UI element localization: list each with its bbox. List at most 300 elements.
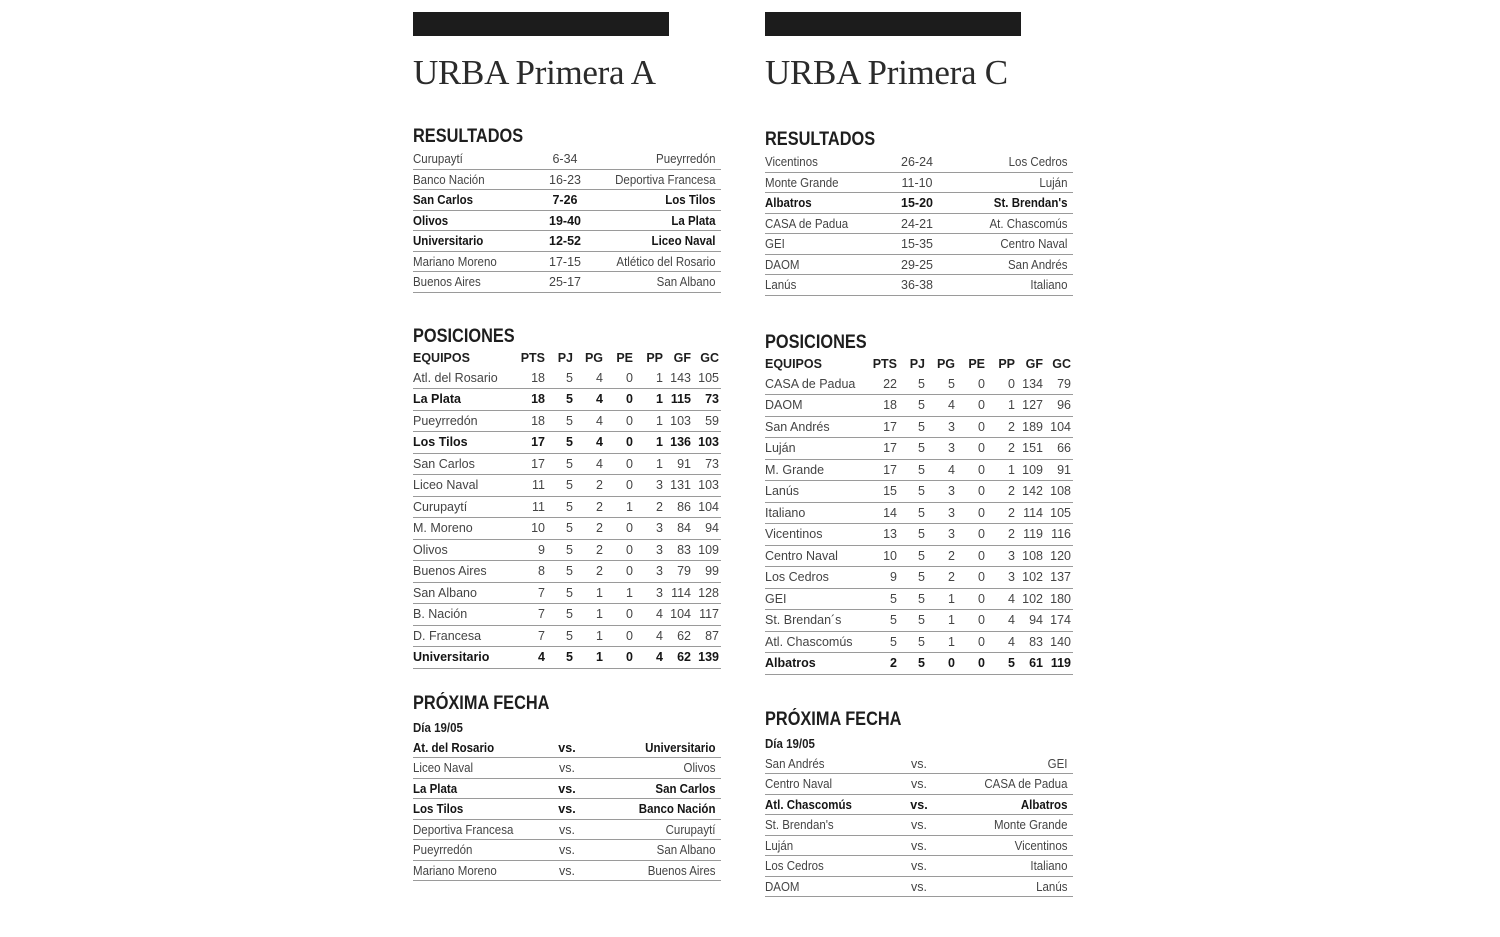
team-name: Los Tilos [413, 432, 517, 454]
column-header-pj: PJ [557, 350, 573, 365]
stat-pg: 3 [927, 502, 957, 524]
column-header-equipos: EQUIPOS [413, 350, 470, 365]
standings-row [765, 610, 1073, 632]
stat-pp: 2 [635, 496, 665, 518]
standings-header-row [765, 354, 1073, 374]
stat-pp: 0 [987, 374, 1017, 395]
stat-gc: 104 [1045, 416, 1073, 438]
fixture-row [413, 861, 721, 882]
standings-table [413, 348, 721, 669]
result-row [413, 211, 721, 232]
team-name: Pueyrredón [413, 410, 517, 432]
column-header-pe: PE [616, 350, 633, 365]
stat-gf: 115 [665, 389, 693, 411]
stat-gf: 119 [1017, 524, 1045, 546]
stat-pp: 4 [987, 610, 1017, 632]
stat-gc: 103 [693, 475, 721, 497]
stat-gf: 114 [665, 582, 693, 604]
stat-pg: 4 [575, 432, 605, 454]
team-name: Centro Naval [765, 545, 869, 567]
match-score: 6-34 [552, 152, 578, 167]
stat-pe: 0 [957, 416, 987, 438]
stat-pts: 8 [517, 561, 547, 583]
stat-gc: 116 [1045, 524, 1073, 546]
stat-pj: 5 [899, 438, 927, 460]
stat-pp: 1 [635, 368, 665, 389]
match-score: 25-17 [549, 275, 581, 290]
stat-pj: 5 [547, 368, 575, 389]
home-team: San Carlos [413, 193, 474, 208]
away-team: Albatros [1020, 797, 1068, 812]
team-name: Lanús [765, 481, 869, 503]
home-team: Buenos Aires [413, 275, 481, 290]
column-header-pe: PE [968, 356, 985, 371]
column-header-gc: GC [1052, 356, 1071, 371]
results-list [413, 149, 721, 293]
stat-pe: 0 [957, 459, 987, 481]
home-team: At. del Rosario [413, 740, 495, 755]
standings-row [413, 539, 721, 561]
home-team: San Andrés [765, 756, 825, 771]
stat-pj: 5 [899, 631, 927, 653]
stat-pts: 17 [869, 459, 899, 481]
versus-label: vs. [558, 740, 576, 755]
stat-pe: 0 [605, 539, 635, 561]
stat-pj: 5 [899, 653, 927, 675]
column-header-pg: PG [584, 350, 603, 365]
stat-gf: 61 [1017, 653, 1045, 675]
standings-row [413, 625, 721, 647]
stat-gc: 117 [693, 604, 721, 626]
stat-pg: 1 [927, 588, 957, 610]
fixture-row [413, 799, 721, 820]
stat-pj: 5 [547, 475, 575, 497]
stat-pe: 0 [957, 588, 987, 610]
stat-gf: 94 [1017, 610, 1045, 632]
stat-pe: 0 [605, 432, 635, 454]
standings-row [413, 389, 721, 411]
result-row [413, 231, 721, 252]
stat-pp: 3 [635, 561, 665, 583]
team-name: B. Nación [413, 604, 517, 626]
stat-pg: 4 [575, 368, 605, 389]
result-row [413, 190, 721, 211]
stat-pp: 1 [635, 389, 665, 411]
stat-gf: 86 [665, 496, 693, 518]
stat-pj: 5 [547, 410, 575, 432]
fixture-row [413, 840, 721, 861]
match-score: 15-35 [901, 237, 933, 252]
fixture-row [413, 820, 721, 841]
column-header-pp: PP [998, 356, 1015, 371]
stat-pp: 2 [987, 438, 1017, 460]
away-team: Liceo Naval [651, 234, 716, 249]
stat-pj: 5 [547, 432, 575, 454]
stat-pts: 5 [869, 610, 899, 632]
stat-pts: 18 [517, 410, 547, 432]
away-team: Deportiva Francesa [615, 172, 716, 187]
versus-label: vs. [558, 802, 576, 817]
stat-pe: 1 [605, 582, 635, 604]
team-name: San Andrés [765, 416, 869, 438]
stat-gc: 174 [1045, 610, 1073, 632]
standings-row [413, 410, 721, 432]
versus-label: vs. [559, 863, 575, 878]
versus-label: vs. [911, 859, 927, 874]
home-team: La Plata [413, 781, 458, 796]
stat-pe: 0 [957, 524, 987, 546]
stat-pts: 7 [517, 625, 547, 647]
away-team: At. Chascomús [989, 216, 1068, 231]
stat-pg: 4 [575, 389, 605, 411]
stat-gc: 128 [693, 582, 721, 604]
stat-pj: 5 [547, 561, 575, 583]
stat-gc: 105 [693, 368, 721, 389]
stat-gc: 119 [1045, 653, 1073, 675]
column-header-pp: PP [646, 350, 663, 365]
league-title: URBA Primera A [413, 53, 656, 92]
stat-pe: 0 [957, 545, 987, 567]
stat-gc: 139 [693, 647, 721, 669]
stat-pj: 5 [547, 453, 575, 475]
stat-gc: 120 [1045, 545, 1073, 567]
team-name: Atl. del Rosario [413, 368, 517, 389]
stat-pe: 0 [605, 410, 635, 432]
stat-pg: 3 [927, 438, 957, 460]
match-score: 16-23 [549, 172, 581, 187]
stat-pg: 4 [575, 410, 605, 432]
stat-pp: 4 [635, 625, 665, 647]
standings-row [765, 438, 1073, 460]
stat-pp: 3 [987, 567, 1017, 589]
fixture-row [413, 738, 721, 759]
stat-pj: 5 [899, 524, 927, 546]
match-score: 24-21 [901, 216, 933, 231]
stat-pj: 5 [899, 416, 927, 438]
stat-pts: 13 [869, 524, 899, 546]
stat-pj: 5 [547, 539, 575, 561]
home-team: CASA de Padua [765, 216, 849, 231]
match-score: 29-25 [901, 257, 933, 272]
stat-pp: 1 [987, 395, 1017, 417]
home-team: Curupaytí [413, 152, 463, 167]
stat-pe: 0 [957, 481, 987, 503]
stat-pg: 2 [575, 518, 605, 540]
stat-pts: 18 [869, 395, 899, 417]
stat-gc: 99 [693, 561, 721, 583]
home-team: Mariano Moreno [413, 863, 497, 878]
stat-gf: 102 [1017, 588, 1045, 610]
header-bar [413, 12, 669, 36]
team-name: Atl. Chascomús [765, 631, 869, 653]
stat-pg: 2 [575, 475, 605, 497]
versus-label: vs. [559, 843, 575, 858]
stat-gf: 189 [1017, 416, 1045, 438]
stat-pts: 17 [869, 438, 899, 460]
stat-pts: 17 [869, 416, 899, 438]
result-row [413, 272, 721, 293]
stat-gf: 143 [665, 368, 693, 389]
fixture-row [765, 754, 1073, 775]
standings-table [765, 354, 1073, 675]
column-header-equipos: EQUIPOS [765, 356, 822, 371]
stat-pe: 0 [605, 625, 635, 647]
stat-pts: 5 [869, 631, 899, 653]
column-header-pts: PTS [520, 350, 545, 365]
stat-pg: 1 [575, 647, 605, 669]
stat-gf: 131 [665, 475, 693, 497]
team-name: Italiano [765, 502, 869, 524]
stat-pg: 4 [575, 453, 605, 475]
fixture-row [765, 774, 1073, 795]
team-name: San Carlos [413, 453, 517, 475]
versus-label: vs. [911, 879, 927, 894]
stat-pp: 2 [987, 416, 1017, 438]
away-team: Los Tilos [665, 193, 716, 208]
away-team: Centro Naval [1000, 237, 1068, 252]
away-team: St. Brendan's [993, 196, 1068, 211]
team-name: Olivos [413, 539, 517, 561]
stat-pg: 1 [575, 625, 605, 647]
stat-pe: 0 [605, 453, 635, 475]
stat-gc: 59 [693, 410, 721, 432]
stat-pts: 14 [869, 502, 899, 524]
stat-pj: 5 [899, 374, 927, 395]
stat-gc: 66 [1045, 438, 1073, 460]
stat-pe: 0 [605, 604, 635, 626]
result-row [765, 275, 1073, 296]
home-team: Los Cedros [765, 859, 824, 874]
match-score: 17-15 [549, 254, 581, 269]
match-score: 19-40 [549, 213, 581, 228]
stat-gc: 96 [1045, 395, 1073, 417]
team-name: CASA de Padua [765, 374, 869, 395]
team-name: Vicentinos [765, 524, 869, 546]
team-name: Los Cedros [765, 567, 869, 589]
stat-pg: 3 [927, 481, 957, 503]
fixtures-list [765, 754, 1073, 898]
stat-gf: 102 [1017, 567, 1045, 589]
stat-gc: 105 [1045, 502, 1073, 524]
team-name: Buenos Aires [413, 561, 517, 583]
away-team: San Albano [656, 843, 716, 858]
stat-pts: 10 [869, 545, 899, 567]
stat-pp: 4 [635, 604, 665, 626]
stat-pp: 5 [987, 653, 1017, 675]
fixtures-heading: PRÓXIMA FECHA [413, 692, 550, 714]
team-name: St. Brendan´s [765, 610, 869, 632]
team-name: Curupaytí [413, 496, 517, 518]
results-list [765, 152, 1073, 296]
versus-label: vs. [911, 756, 927, 771]
stat-pp: 2 [987, 502, 1017, 524]
versus-label: vs. [559, 761, 575, 776]
match-score: 36-38 [901, 278, 933, 293]
away-team: Lanús [1036, 879, 1068, 894]
standings-row [765, 395, 1073, 417]
stat-gc: 73 [693, 453, 721, 475]
stat-pp: 1 [635, 432, 665, 454]
standings-row [413, 432, 721, 454]
stat-pp: 3 [635, 539, 665, 561]
stat-pts: 17 [517, 432, 547, 454]
stat-pp: 4 [987, 631, 1017, 653]
home-team: Banco Nación [413, 172, 485, 187]
stat-gf: 136 [665, 432, 693, 454]
stat-pts: 22 [869, 374, 899, 395]
standings-row [413, 604, 721, 626]
standings-header-row [413, 348, 721, 368]
column-header-pj: PJ [909, 356, 925, 371]
stat-pp: 4 [635, 647, 665, 669]
team-name: Albatros [765, 653, 869, 675]
fixture-row [765, 856, 1073, 877]
stat-pp: 2 [987, 481, 1017, 503]
standings-row [413, 453, 721, 475]
team-name: La Plata [413, 389, 517, 411]
stat-gf: 127 [1017, 395, 1045, 417]
team-name: Liceo Naval [413, 475, 517, 497]
away-team: Pueyrredón [656, 152, 716, 167]
fixtures-date: Día 19/05 [765, 736, 815, 751]
stat-pg: 2 [927, 545, 957, 567]
away-team: Italiano [1030, 278, 1068, 293]
stat-gc: 140 [1045, 631, 1073, 653]
away-team: San Albano [656, 275, 716, 290]
stat-gf: 84 [665, 518, 693, 540]
versus-label: vs. [559, 822, 575, 837]
stat-pg: 5 [927, 374, 957, 395]
home-team: Luján [765, 838, 794, 853]
stat-pts: 9 [517, 539, 547, 561]
stat-pj: 5 [899, 588, 927, 610]
team-name: GEI [765, 588, 869, 610]
stat-pj: 5 [899, 567, 927, 589]
stat-gf: 114 [1017, 502, 1045, 524]
stat-pe: 0 [605, 561, 635, 583]
stat-pg: 3 [927, 524, 957, 546]
versus-label: vs. [911, 777, 927, 792]
standings-heading: POSICIONES [765, 331, 867, 353]
stat-gf: 109 [1017, 459, 1045, 481]
stat-pp: 3 [635, 582, 665, 604]
stat-pe: 0 [605, 647, 635, 669]
stat-pe: 0 [605, 475, 635, 497]
stat-pe: 0 [957, 438, 987, 460]
stat-pts: 18 [517, 389, 547, 411]
versus-label: vs. [558, 781, 576, 796]
stat-pj: 5 [899, 502, 927, 524]
stat-pg: 0 [927, 653, 957, 675]
home-team: Lanús [765, 278, 797, 293]
away-team: Luján [1039, 175, 1068, 190]
result-row [765, 234, 1073, 255]
standings-row [765, 545, 1073, 567]
stat-pg: 4 [927, 459, 957, 481]
home-team: Mariano Moreno [413, 254, 497, 269]
stat-gc: 91 [1045, 459, 1073, 481]
away-team: Buenos Aires [647, 863, 716, 878]
stat-pe: 0 [605, 368, 635, 389]
stat-pg: 1 [927, 610, 957, 632]
stat-gc: 109 [693, 539, 721, 561]
stat-pp: 1 [987, 459, 1017, 481]
stat-pts: 15 [869, 481, 899, 503]
stat-pp: 1 [635, 453, 665, 475]
results-heading: RESULTADOS [413, 126, 524, 147]
home-team: Vicentinos [765, 155, 818, 170]
team-name: San Albano [413, 582, 517, 604]
result-row [765, 173, 1073, 194]
stat-gf: 79 [665, 561, 693, 583]
stat-pg: 1 [575, 582, 605, 604]
standings-row [765, 459, 1073, 481]
fixture-row [765, 815, 1073, 836]
fixture-row [765, 877, 1073, 898]
stat-gf: 142 [1017, 481, 1045, 503]
result-row [765, 255, 1073, 276]
stat-gc: 108 [1045, 481, 1073, 503]
stat-pj: 5 [899, 610, 927, 632]
stat-pj: 5 [899, 545, 927, 567]
stat-pts: 5 [869, 588, 899, 610]
home-team: Liceo Naval [413, 761, 474, 776]
stat-pts: 7 [517, 582, 547, 604]
fixtures-list [413, 738, 721, 882]
away-team: Banco Nación [638, 802, 716, 817]
home-team: St. Brendan's [765, 818, 834, 833]
home-team: Pueyrredón [413, 843, 473, 858]
team-name: M. Moreno [413, 518, 517, 540]
home-team: Deportiva Francesa [413, 822, 514, 837]
stat-gf: 151 [1017, 438, 1045, 460]
fixtures-date: Día 19/05 [413, 720, 463, 735]
column-header-gf: GF [673, 350, 691, 365]
stat-gc: 103 [693, 432, 721, 454]
results-heading: RESULTADOS [765, 129, 876, 150]
stat-pe: 0 [957, 567, 987, 589]
stat-pe: 0 [957, 631, 987, 653]
away-team: CASA de Padua [984, 777, 1068, 792]
stat-gf: 108 [1017, 545, 1045, 567]
standings-row [765, 524, 1073, 546]
stat-pp: 1 [635, 410, 665, 432]
stat-pts: 10 [517, 518, 547, 540]
stat-pts: 17 [517, 453, 547, 475]
stat-gc: 87 [693, 625, 721, 647]
versus-label: vs. [911, 818, 927, 833]
stat-pts: 11 [517, 475, 547, 497]
fixture-row [413, 758, 721, 779]
home-team: Monte Grande [765, 175, 839, 190]
standings-row [765, 416, 1073, 438]
stat-pe: 0 [605, 518, 635, 540]
stat-pp: 4 [987, 588, 1017, 610]
match-score: 11-10 [901, 175, 933, 190]
stat-pj: 5 [899, 481, 927, 503]
standings-row [765, 502, 1073, 524]
primera-c-column [765, 12, 1073, 897]
column-header-pg: PG [936, 356, 955, 371]
away-team: Italiano [1030, 859, 1068, 874]
standings-row [413, 518, 721, 540]
stat-pj: 5 [547, 582, 575, 604]
stat-gc: 94 [693, 518, 721, 540]
standings-row [765, 653, 1073, 675]
standings-row [765, 567, 1073, 589]
stat-pe: 0 [605, 389, 635, 411]
fixtures-heading: PRÓXIMA FECHA [765, 708, 902, 730]
